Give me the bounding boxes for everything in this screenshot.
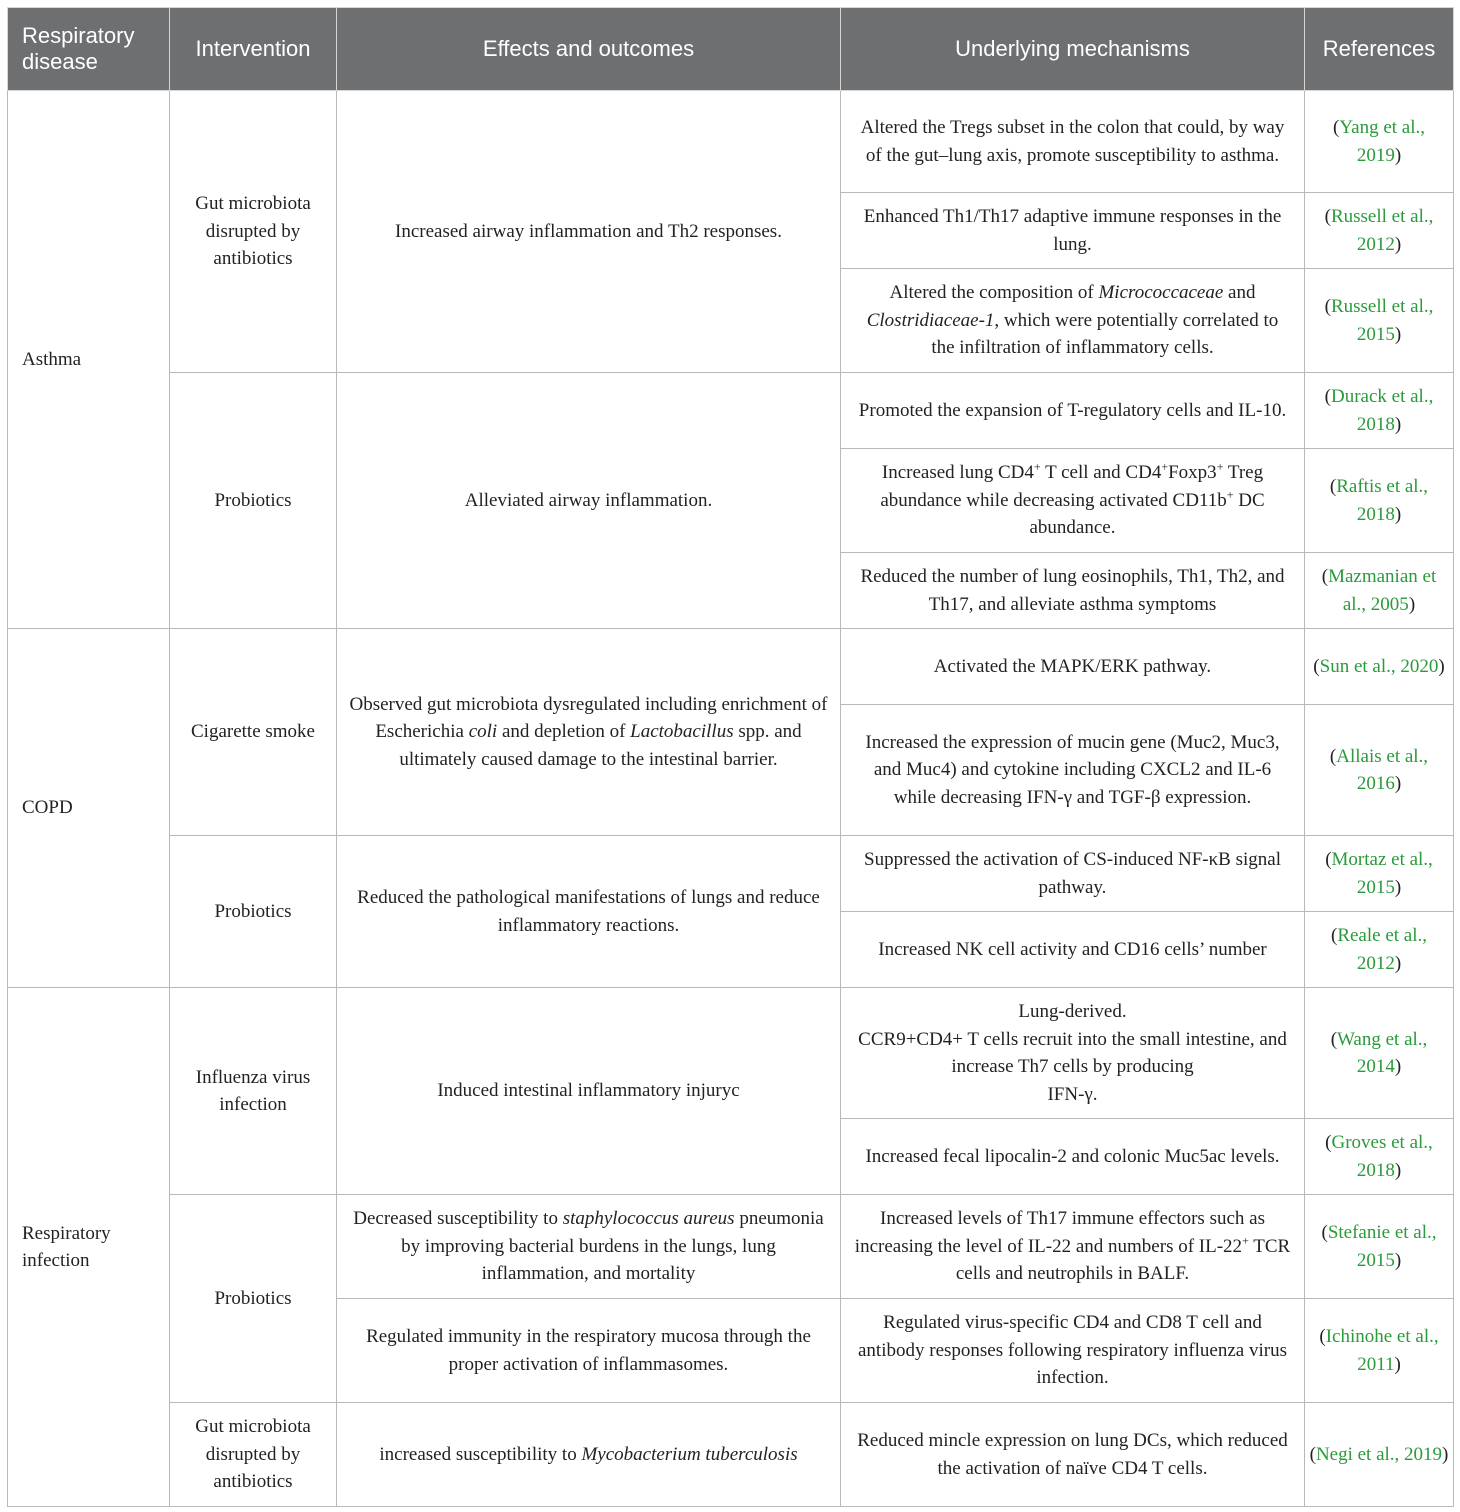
disease-asthma: Asthma (8, 91, 170, 629)
reference-link[interactable]: (Sun et al., 2020) (1305, 629, 1454, 705)
mechanism-cell: Regulated virus-specific CD4 and CD8 T cell and antibody responses following respiratory influenza virus infection. (841, 1299, 1305, 1403)
reference-link[interactable]: (Ichinohe et al., 2011) (1305, 1299, 1454, 1403)
header-row (8, 8, 1454, 91)
disease-copd: COPD (8, 629, 170, 988)
table-row (8, 629, 1454, 705)
table-row (8, 1403, 1454, 1507)
mechanism-cell: Increased lung CD4+ T cell and CD4+Foxp3+ Treg abundance while decreasing activated CD11b+ DC abundance. (841, 449, 1305, 553)
table-row (8, 1195, 1454, 1299)
table-row (8, 988, 1454, 1119)
reference-link[interactable]: (Durack et al., 2018) (1305, 373, 1454, 449)
mechanism-cell: Promoted the expansion of T-regulatory cells and IL-10. (841, 373, 1305, 449)
header-respiratory-disease: Respiratory disease (8, 8, 170, 91)
mechanism-cell: Reduced the number of lung eosinophils, Th1, Th2, and Th17, and alleviate asthma symptoms (841, 553, 1305, 629)
mechanism-cell: Altered the composition of Micrococcaceae and Clostridiaceae-1, which were potentially correlated to the infiltration of inflammatory cells. (841, 269, 1305, 373)
mechanism-cell: Lung-derived. CCR9+CD4+ T cells recruit into the small intestine, and increase Th7 cells by producing IFN-γ. (841, 988, 1305, 1119)
reference-link[interactable]: (Stefanie et al., 2015) (1305, 1195, 1454, 1299)
effects-cell: Alleviated airway inflammation. (337, 373, 841, 629)
intervention-cell: Cigarette smoke (170, 629, 337, 836)
reference-link[interactable]: (Wang et al., 2014) (1305, 988, 1454, 1119)
intervention-cell: Probiotics (170, 836, 337, 988)
effects-cell: Induced intestinal inflammatory injuryc (337, 988, 841, 1195)
header-effects-outcomes: Effects and outcomes (337, 8, 841, 91)
effects-cell: Increased airway inflammation and Th2 responses. (337, 91, 841, 373)
header-references: References (1305, 8, 1454, 91)
respiratory-disease-table (7, 7, 1454, 1507)
effects-cell: Observed gut microbiota dysregulated including enrichment of Escherichia coli and depletion of Lactobacillus spp. and ultimately caused damage to the intestinal barrier. (337, 629, 841, 836)
header-intervention: Intervention (170, 8, 337, 91)
mechanism-cell: Reduced mincle expression on lung DCs, which reduced the activation of naïve CD4 T cells. (841, 1403, 1305, 1507)
mechanism-cell: Increased NK cell activity and CD16 cells’ number (841, 912, 1305, 988)
intervention-cell: Gut microbiota disrupted by antibiotics (170, 1403, 337, 1507)
effects-cell: increased susceptibility to Mycobacterium tuberculosis (337, 1403, 841, 1507)
intervention-cell: Probiotics (170, 373, 337, 629)
mechanism-cell: Suppressed the activation of CS-induced NF-κB signal pathway. (841, 836, 1305, 912)
reference-link[interactable]: (Russell et al., 2012) (1305, 193, 1454, 269)
mechanism-cell: Increased levels of Th17 immune effectors such as increasing the level of IL-22 and numbers of IL-22+ TCR cells and neutrophils in BALF. (841, 1195, 1305, 1299)
effects-cell: Decreased susceptibility to staphylococcus aureus pneumonia by improving bacterial burdens in the lungs, lung inflammation, and mortality (337, 1195, 841, 1299)
mechanism-cell: Activated the MAPK/ERK pathway. (841, 629, 1305, 705)
reference-link[interactable]: (Russell et al., 2015) (1305, 269, 1454, 373)
reference-link[interactable]: (Raftis et al., 2018) (1305, 449, 1454, 553)
reference-link[interactable]: (Reale et al., 2012) (1305, 912, 1454, 988)
table-row (8, 373, 1454, 449)
effects-cell: Reduced the pathological manifestations of lungs and reduce inflammatory reactions. (337, 836, 841, 988)
reference-link[interactable]: (Mazmanian et al., 2005) (1305, 553, 1454, 629)
mechanism-cell: Increased fecal lipocalin-2 and colonic Muc5ac levels. (841, 1119, 1305, 1195)
mechanism-cell: Altered the Tregs subset in the colon that could, by way of the gut–lung axis, promote susceptibility to asthma. (841, 91, 1305, 193)
reference-link[interactable]: (Yang et al., 2019) (1305, 91, 1454, 193)
mechanism-cell: Enhanced Th1/Th17 adaptive immune responses in the lung. (841, 193, 1305, 269)
table-row (8, 836, 1454, 912)
reference-link[interactable]: (Negi et al., 2019) (1305, 1403, 1454, 1507)
intervention-cell: Influenza virus infection (170, 988, 337, 1195)
table-row (8, 91, 1454, 193)
intervention-cell: Gut microbiota disrupted by antibiotics (170, 91, 337, 373)
reference-link[interactable]: (Groves et al., 2018) (1305, 1119, 1454, 1195)
reference-link[interactable]: (Allais et al., 2016) (1305, 705, 1454, 836)
header-underlying-mechanisms: Underlying mechanisms (841, 8, 1305, 91)
intervention-cell: Probiotics (170, 1195, 337, 1403)
mechanism-cell: Increased the expression of mucin gene (Muc2, Muc3, and Muc4) and cytokine including CXCL2 and IL-6 while decreasing IFN-γ and TGF-β expression. (841, 705, 1305, 836)
disease-respiratory-infection: Respiratory infection (8, 988, 170, 1507)
effects-cell: Regulated immunity in the respiratory mucosa through the proper activation of inflammasomes. (337, 1299, 841, 1403)
reference-link[interactable]: (Mortaz et al., 2015) (1305, 836, 1454, 912)
